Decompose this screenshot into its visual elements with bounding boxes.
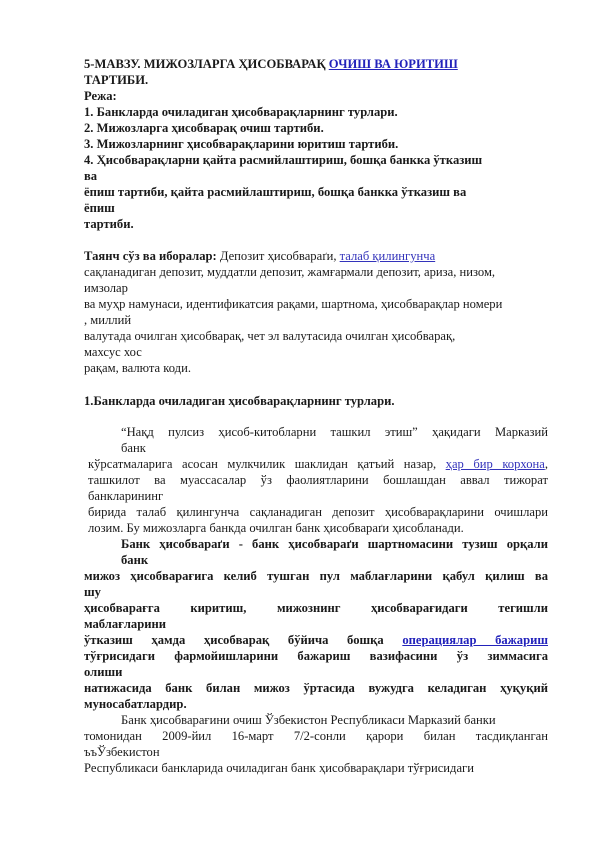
keywords-line: , миллий bbox=[84, 313, 132, 327]
plan-item: тартиби. bbox=[84, 217, 134, 231]
keywords-line bbox=[84, 249, 435, 264]
definition-line: натижасида банк билан мижоз ўртасида вужудга келадиган ҳуқуқий bbox=[84, 681, 548, 695]
paragraph-line: бирида талаб қилингунча сақланадиган депозит ҳисобварақларини очишлари bbox=[88, 505, 548, 519]
keywords-line: махсус хос bbox=[84, 345, 142, 359]
keywords-line: валутада очилган ҳисобварақ, чет эл валутасида очилган ҳисобварақ, bbox=[84, 329, 456, 343]
keywords-link[interactable]: талаб қилингунча bbox=[339, 249, 436, 263]
definition-line: банк bbox=[121, 553, 149, 567]
plan-item: 2. Мижозларга ҳисобварақ очиш тартиби. bbox=[84, 121, 324, 135]
section-heading: 1.Банкларда очиладиган ҳисобварақларнинг турлари. bbox=[84, 394, 395, 408]
paragraph-line: Банк ҳисобварағини очиш Ўзбекистон Республикаси Марказий банки bbox=[121, 713, 496, 727]
definition-line: тўғрисидаги фармойишларини бажариш вазифасини ўз зиммасига bbox=[84, 649, 548, 663]
plan-item: ва bbox=[84, 169, 98, 183]
definition-link[interactable]: операциялар бажариш bbox=[402, 633, 548, 647]
plan-item: 1. Банкларда очиладиган ҳисобварақларнинг турлари. bbox=[84, 105, 398, 119]
plan-item: ёпиш тартиби, қайта расмийлаштириш, бошқа банкка ўтказиш ва bbox=[84, 185, 467, 199]
paragraph-line: томонидан 2009-йил 16-март 7/2-сонли қарори билан тасдиқланган bbox=[84, 729, 548, 743]
paragraph-line bbox=[88, 457, 548, 472]
definition-line: мижоз ҳисобварағига келиб тушган пул маблағларини қабул қилиш ва bbox=[84, 569, 548, 583]
keywords-line: ва муҳр намунаси, идентификатсия рақами, шартнома, ҳисобварақлар номери bbox=[84, 297, 503, 311]
keywords-line: рақам, валюта коди. bbox=[84, 361, 191, 375]
plan-item: ёпиш bbox=[84, 201, 115, 215]
page-title-line2: ТАРТИБИ. bbox=[84, 73, 149, 87]
definition-line: маблағларини bbox=[84, 617, 166, 631]
title-text: 5-МАВЗУ. МИЖОЗЛАРГА ҲИСОБВАРАҚ bbox=[84, 57, 329, 71]
definition-line: олиши bbox=[84, 665, 123, 679]
title-link[interactable]: ОЧИШ ВА ЮРИТИШ bbox=[328, 57, 458, 71]
paragraph-text: , bbox=[544, 457, 548, 471]
definition-line: муносабатлардир. bbox=[84, 697, 187, 711]
keywords-label: Таянч сўз ва иборалар: bbox=[84, 249, 217, 263]
keywords-line: сақланадиган депозит, муддатли депозит, жамғармали депозит, ариза, низом, bbox=[84, 265, 496, 279]
definition-line: шу bbox=[84, 585, 101, 599]
definition-text: ўтказиш ҳамда ҳисобварақ бўйича бошқа bbox=[84, 633, 403, 647]
page-title bbox=[84, 57, 458, 72]
paragraph-text: кўрсатмаларига асосан мулкчилик шаклидан қатъий назар, bbox=[88, 457, 446, 471]
paragraph-line: лозим. Бу мижозларга банкда очилган банк ҳисобвараґи ҳисобланади. bbox=[88, 521, 464, 535]
paragraph-line: банк bbox=[121, 441, 146, 455]
paragraph-line: ъъЎзбекистон bbox=[84, 745, 160, 759]
plan-heading: Режа: bbox=[84, 89, 117, 103]
paragraph-link[interactable]: ҳар бир корхона bbox=[445, 457, 545, 471]
paragraph-line: Республикаси банкларида очиладиган банк ҳисобварақлари тўғрисидаги bbox=[84, 761, 474, 775]
paragraph-line: банкларининг bbox=[88, 489, 164, 503]
keywords-line: имзолар bbox=[84, 281, 128, 295]
plan-item: 3. Мижозларнинг ҳисобварақларини юритиш тартиби. bbox=[84, 137, 399, 151]
plan-item: 4. Ҳисобварақларни қайта расмийлаштириш, бошқа банкка ўтказиш bbox=[84, 153, 483, 167]
keywords-text: Депозит ҳисобвараґи, bbox=[216, 249, 340, 263]
paragraph-line: ташкилот ва муассасалар ўз фаолиятларини бошлашдан аввал тижорат bbox=[88, 473, 548, 487]
definition-line: ҳисобварағга киритиш, мижознинг ҳисобварағидаги тегишли bbox=[84, 601, 548, 615]
definition-line: Банк ҳисобвараґи - банк ҳисобвараґи шартномасини тузиш орқали bbox=[121, 537, 548, 551]
paragraph-line: “Нақд пулсиз ҳисоб-китобларни ташкил этиш” ҳақидаги Марказий bbox=[121, 425, 548, 439]
definition-line bbox=[84, 633, 548, 648]
